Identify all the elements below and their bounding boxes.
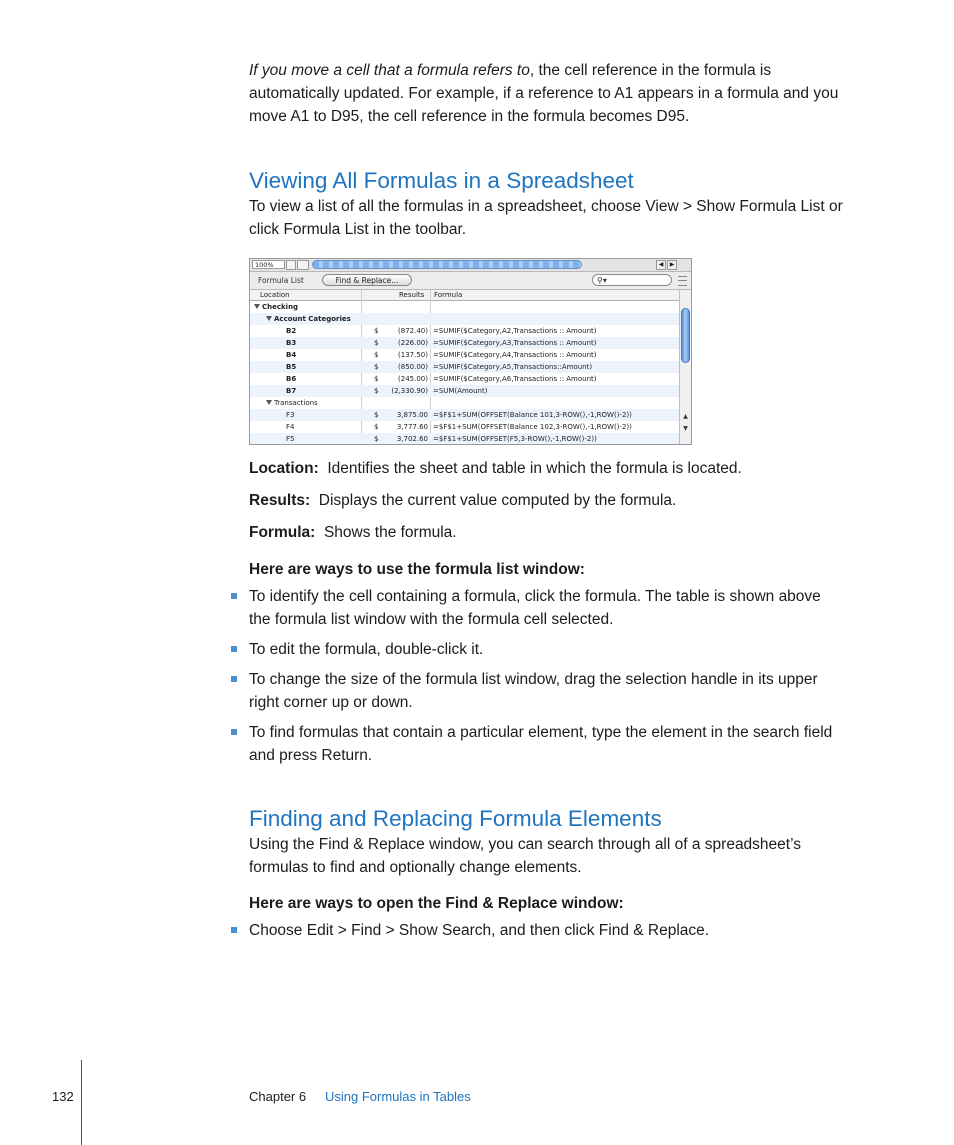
section-heading-viewing: Viewing All Formulas in a Spreadsheet xyxy=(249,168,634,193)
bullet-icon xyxy=(231,646,237,652)
intro-line-1 xyxy=(249,59,874,82)
intro-italic: If you move a cell that a formula refers to xyxy=(249,62,530,79)
section2-line-2: formulas to find and optionally change elements. xyxy=(249,859,582,876)
row-location-text: Account Categories xyxy=(274,315,351,323)
row-formula: =$F$1+SUM(OFFSET(Balance 102,3-ROW(),-1,ROW()-2)) xyxy=(433,423,632,431)
bullet-line: and press Return. xyxy=(249,747,373,764)
row-formula: =SUMIF($Category,A2,Transactions :: Amount) xyxy=(433,327,597,335)
disclosure-triangle-icon[interactable] xyxy=(254,304,260,309)
find-replace-button[interactable]: Find & Replace... xyxy=(322,274,412,286)
section1-line-1: To view a list of all the formulas in a spreadsheet, choose View > Show Formula List or xyxy=(249,198,843,215)
table-row[interactable] xyxy=(250,373,679,385)
list-item xyxy=(231,721,873,767)
column-header xyxy=(250,290,679,301)
zoom-field[interactable]: 100% xyxy=(252,260,285,269)
intro-rest: , the cell reference in the formula is xyxy=(529,62,772,79)
formula-list-label: Formula List xyxy=(258,276,304,285)
section-heading-finding: Finding and Replacing Formula Elements xyxy=(249,806,662,831)
term-location xyxy=(249,460,742,478)
row-formula: =SUMIF($Category,A5,Transactions::Amount) xyxy=(433,363,593,371)
row-location xyxy=(286,325,296,337)
search-input[interactable] xyxy=(592,274,672,286)
bullet-line: To edit the formula, double-click it. xyxy=(249,641,484,658)
search-icon: ⚲▾ xyxy=(597,276,607,285)
row-result: 3,702.60 xyxy=(396,435,428,443)
row-result: (872.40) xyxy=(398,327,428,335)
table-row[interactable] xyxy=(250,301,679,313)
bullet-icon xyxy=(231,927,237,933)
row-result: (2,330.90) xyxy=(391,387,428,395)
row-formula: =SUMIF($Category,A3,Transactions :: Amount) xyxy=(433,339,597,347)
page-number: 132 xyxy=(52,1089,74,1104)
row-location xyxy=(286,361,296,373)
row-location xyxy=(286,433,294,445)
row-currency: $ xyxy=(374,435,379,443)
section1-paragraph xyxy=(249,195,874,241)
row-result: (226.00) xyxy=(398,339,428,347)
row-result: (850.00) xyxy=(398,363,428,371)
vertical-scroll-thumb[interactable] xyxy=(681,308,690,363)
disclosure-triangle-icon[interactable] xyxy=(266,316,272,321)
scroll-right-icon[interactable]: ▶ xyxy=(667,260,677,270)
row-location-text: Checking xyxy=(262,303,299,311)
intro-line-2: automatically updated. For example, if a reference to A1 appears in a formula and you xyxy=(249,85,839,102)
row-location xyxy=(286,337,296,349)
formula-rows xyxy=(250,301,679,445)
row-location-text: Transactions xyxy=(274,399,318,407)
table-row[interactable] xyxy=(250,337,679,349)
row-location xyxy=(286,349,296,361)
section1-line-2: click Formula List in the toolbar. xyxy=(249,221,467,238)
bullet-icon xyxy=(231,593,237,599)
document-icon[interactable] xyxy=(297,260,309,270)
list-item xyxy=(231,919,873,942)
table-row[interactable] xyxy=(250,349,679,361)
row-currency: $ xyxy=(374,363,379,371)
top-toolbar xyxy=(250,259,691,272)
row-currency: $ xyxy=(374,327,379,335)
row-result: (245.00) xyxy=(398,375,428,383)
row-location xyxy=(254,301,298,313)
scroll-down-icon[interactable]: ▼ xyxy=(683,425,688,432)
row-location-text: B5 xyxy=(286,363,297,371)
intro-paragraph xyxy=(249,59,874,128)
resize-handle-icon[interactable] xyxy=(678,276,687,286)
row-location xyxy=(286,409,294,421)
table-row[interactable] xyxy=(250,313,679,325)
list-item xyxy=(231,668,873,714)
row-formula: =SUMIF($Category,A6,Transactions :: Amount) xyxy=(433,375,597,383)
table-row[interactable] xyxy=(250,385,679,397)
row-result: 3,875.00 xyxy=(396,411,428,419)
row-currency: $ xyxy=(374,351,379,359)
table-row[interactable] xyxy=(250,325,679,337)
row-formula: =$F$1+SUM(OFFSET(F5,3-ROW(),-1,ROW()-2)) xyxy=(433,435,597,443)
term-formula xyxy=(249,524,457,542)
table-row[interactable] xyxy=(250,409,679,421)
ways-open-lead: Here are ways to open the Find & Replace window: xyxy=(249,895,624,912)
row-location-text: B4 xyxy=(286,351,297,359)
table-row[interactable] xyxy=(250,361,679,373)
bullet-line: the formula list window with the formula cell selected. xyxy=(249,611,614,628)
row-result: 3,777.60 xyxy=(396,423,428,431)
row-location-text: F4 xyxy=(286,423,295,431)
section2-line-1: Using the Find & Replace window, you can search through all of a spreadsheet’s xyxy=(249,836,802,853)
scroll-left-icon[interactable]: ◀ xyxy=(656,260,666,270)
bullet-line: right corner up or down. xyxy=(249,694,413,711)
table-row[interactable] xyxy=(250,397,679,409)
footer-divider xyxy=(81,1060,82,1145)
row-currency: $ xyxy=(374,411,379,419)
row-location-text: B6 xyxy=(286,375,297,383)
scroll-up-icon[interactable]: ▲ xyxy=(683,413,688,420)
row-location-text: B3 xyxy=(286,339,297,347)
section2-paragraph xyxy=(249,833,874,879)
disclosure-triangle-icon[interactable] xyxy=(266,400,272,405)
row-location-text: F3 xyxy=(286,411,295,419)
term-results-text: Displays the current value computed by the formula. xyxy=(318,492,677,509)
chapter-title[interactable]: Using Formulas in Tables xyxy=(325,1089,471,1104)
row-currency: $ xyxy=(374,423,379,431)
chapter-label: Chapter 6 xyxy=(249,1089,307,1104)
list-item xyxy=(231,585,873,631)
term-results-label: Results: xyxy=(249,492,311,509)
bullet-line: Choose Edit > Find > Show Search, and then click Find & Replace. xyxy=(249,922,710,939)
list-item xyxy=(231,638,873,661)
row-location xyxy=(266,313,351,325)
column-formula[interactable]: Formula xyxy=(434,291,463,299)
bullet-line: To change the size of the formula list window, drag the selection handle in its upper xyxy=(249,671,818,688)
row-result: (137.50) xyxy=(398,351,428,359)
bullet-icon xyxy=(231,676,237,682)
table-row[interactable] xyxy=(250,433,679,445)
row-location xyxy=(266,397,318,409)
table-row[interactable] xyxy=(250,421,679,433)
bullet-line: To identify the cell containing a formula, click the formula. The table is shown above xyxy=(249,588,821,605)
vertical-scrollbar[interactable] xyxy=(679,290,691,444)
term-formula-text: Shows the formula. xyxy=(323,524,457,541)
horizontal-scroll-thumb[interactable] xyxy=(312,260,582,269)
row-location-text: B2 xyxy=(286,327,297,335)
intro-line-3: move A1 to D95, the cell reference in the formula becomes D95. xyxy=(249,108,690,125)
bullet-icon xyxy=(231,729,237,735)
zoom-dropdown-icon[interactable] xyxy=(286,260,296,270)
row-currency: $ xyxy=(374,387,379,395)
row-formula: =SUMIF($Category,A4,Transactions :: Amount) xyxy=(433,351,597,359)
row-location xyxy=(286,373,296,385)
row-location xyxy=(286,421,294,433)
column-location[interactable]: Location xyxy=(260,291,290,299)
formula-list-window xyxy=(249,258,692,445)
row-location-text: B7 xyxy=(286,387,297,395)
term-location-label: Location: xyxy=(249,460,319,477)
row-currency: $ xyxy=(374,339,379,347)
row-currency: $ xyxy=(374,375,379,383)
term-formula-label: Formula: xyxy=(249,524,316,541)
formula-list-toolbar xyxy=(250,272,691,290)
ways-use-lead: Here are ways to use the formula list window: xyxy=(249,561,585,578)
term-location-text: Identifies the sheet and table in which the formula is located. xyxy=(327,460,742,477)
column-results[interactable]: Results xyxy=(399,291,425,299)
row-location-text: F5 xyxy=(286,435,295,443)
term-results xyxy=(249,492,676,510)
bullet-line: To find formulas that contain a particular element, type the element in the search field xyxy=(249,724,833,741)
row-formula: =$F$1+SUM(OFFSET(Balance 101,3-ROW(),-1,ROW()-2)) xyxy=(433,411,632,419)
row-formula: =SUM(Amount) xyxy=(433,387,488,395)
row-location xyxy=(286,385,296,397)
